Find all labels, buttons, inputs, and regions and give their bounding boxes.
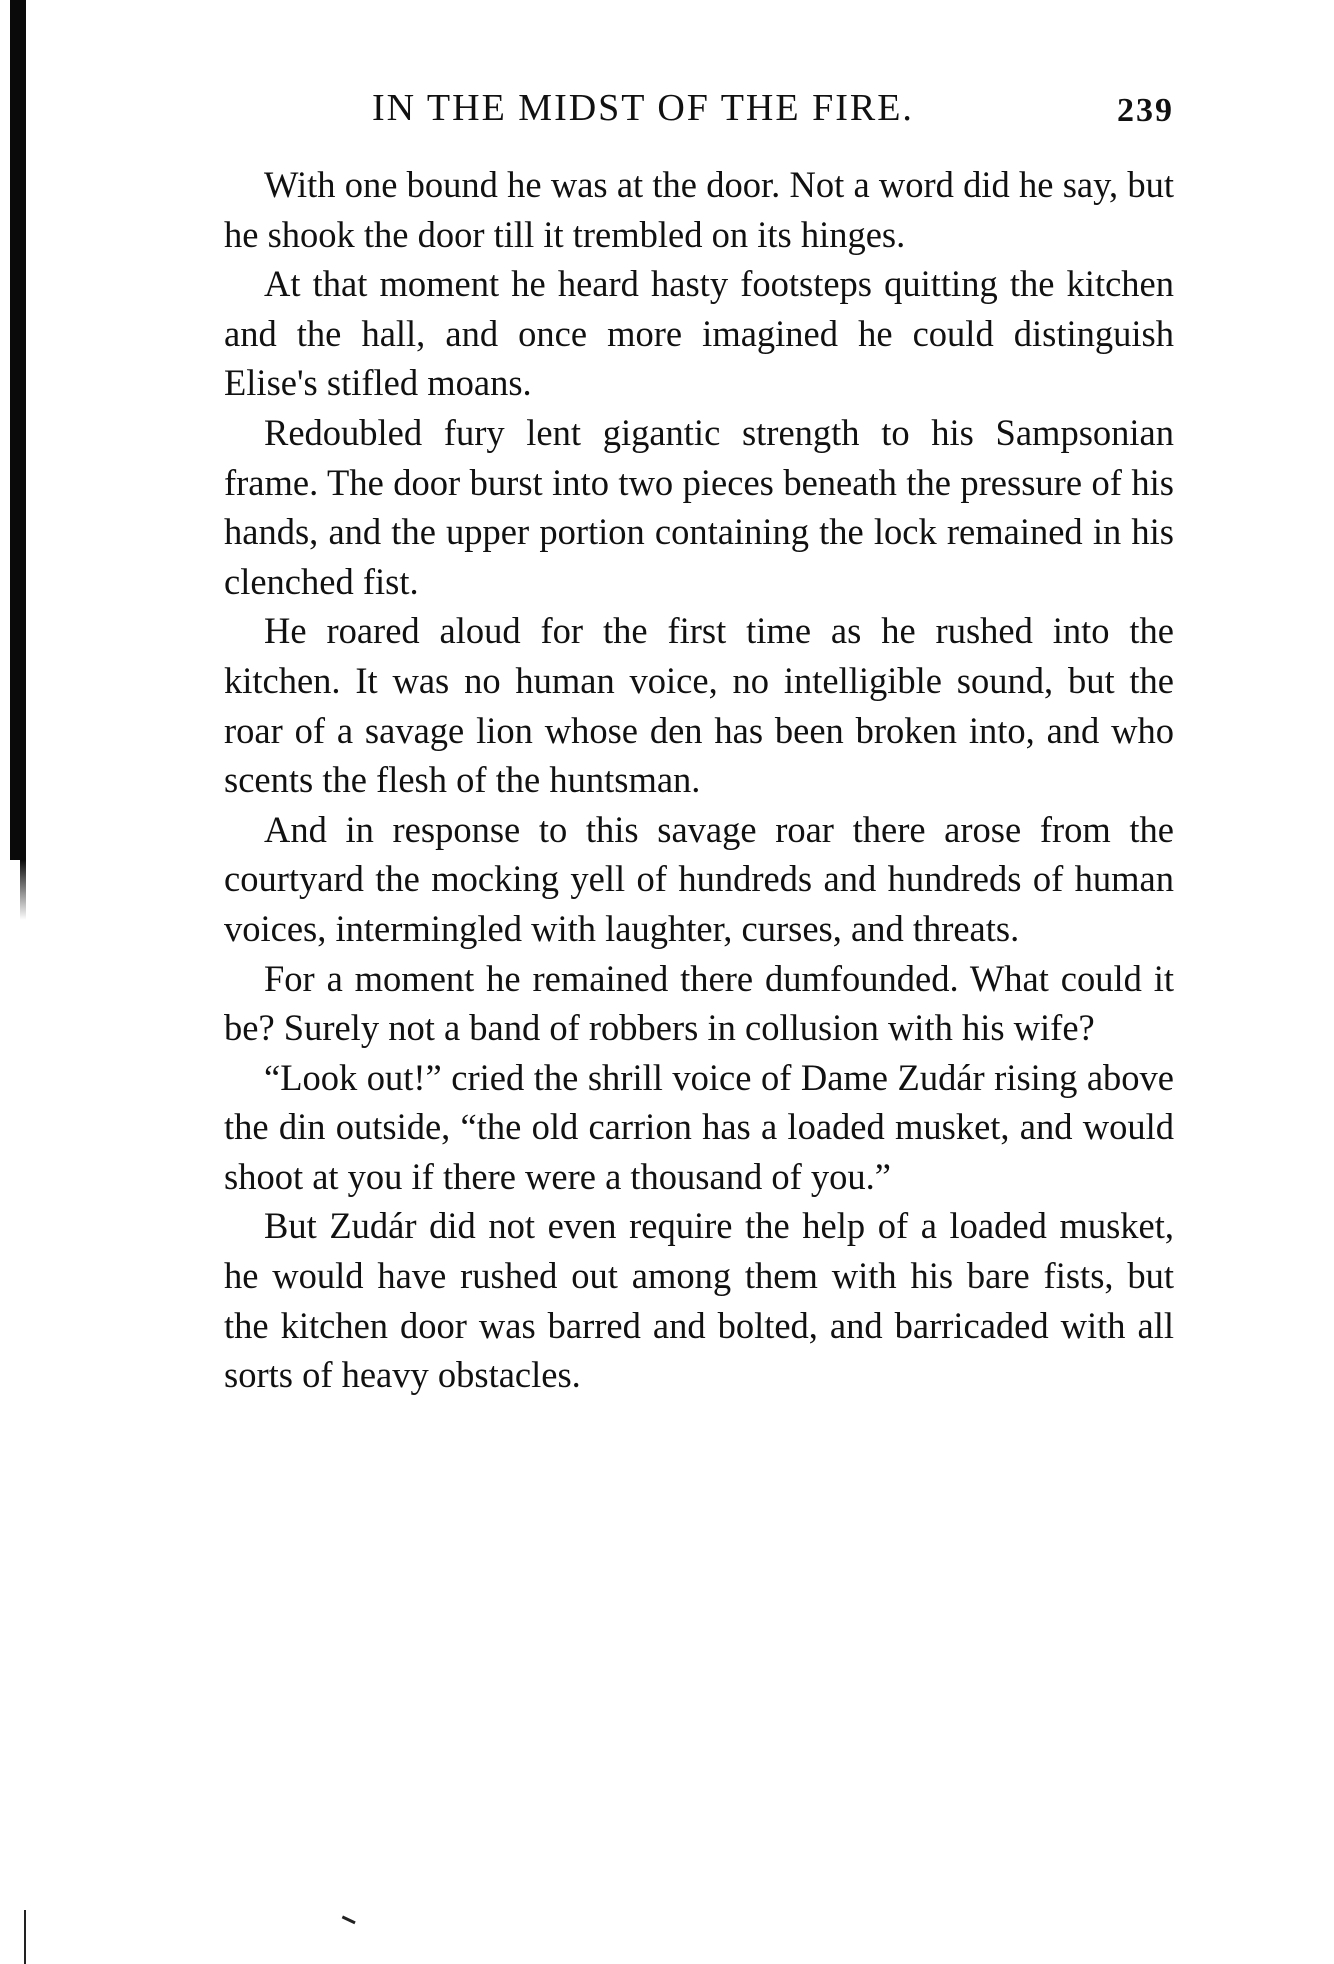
paragraph: At that moment he heard hasty footsteps quitting the kitchen and the hall, and once more imagined he could distinguish Elise's stifled moans. xyxy=(224,263,1174,404)
paragraph: For a moment he remained there dumfounded. What could it be? Surely not a band of robbers in collusion with his wife? xyxy=(224,957,1174,1049)
paragraph: “Look out!” cried the shrill voice of Dame Zudár rising above the din outside, “the old carrion has a loaded musket, and would shoot at you if there were a thousand of you.” xyxy=(224,1056,1174,1197)
paragraph: Redoubled fury lent gigantic strength to his Sampsonian frame. The door burst into two pieces beneath the pressure of his hands, and the upper portion containing the lock remained in his clenched fist. xyxy=(224,411,1174,602)
paragraph: And in response to this savage roar there arose from the courtyard the mocking yell of hundreds and hundreds of human voices, intermingled with laughter, curses, and threats. xyxy=(224,808,1174,949)
running-header xyxy=(224,86,1174,146)
binding-edge-shadow xyxy=(10,0,26,860)
book-page xyxy=(224,86,1174,1400)
running-title: IN THE MIDST OF THE FIRE. xyxy=(372,87,914,129)
page-number: 239 xyxy=(1117,92,1174,129)
paragraph: But Zudár did not even require the help of a loaded musket, he would have rushed out among them with his bare fists, but the kitchen door was barred and bolted, and barricaded with all sorts of heavy obstacles. xyxy=(224,1205,1174,1396)
body-text xyxy=(224,160,1174,1400)
binding-edge-fade xyxy=(20,860,26,920)
stray-ink-mark xyxy=(338,1916,355,1932)
binding-edge-tick xyxy=(24,1910,26,1964)
paragraph: He roared aloud for the first time as he rushed into the kitchen. It was no human voice, no intelligible sound, but the roar of a savage lion whose den has been broken into, and who scents the flesh of the huntsman. xyxy=(224,610,1174,801)
paragraph: With one bound he was at the door. Not a word did he say, but he shook the door till it trembled on its hinges. xyxy=(224,164,1174,255)
